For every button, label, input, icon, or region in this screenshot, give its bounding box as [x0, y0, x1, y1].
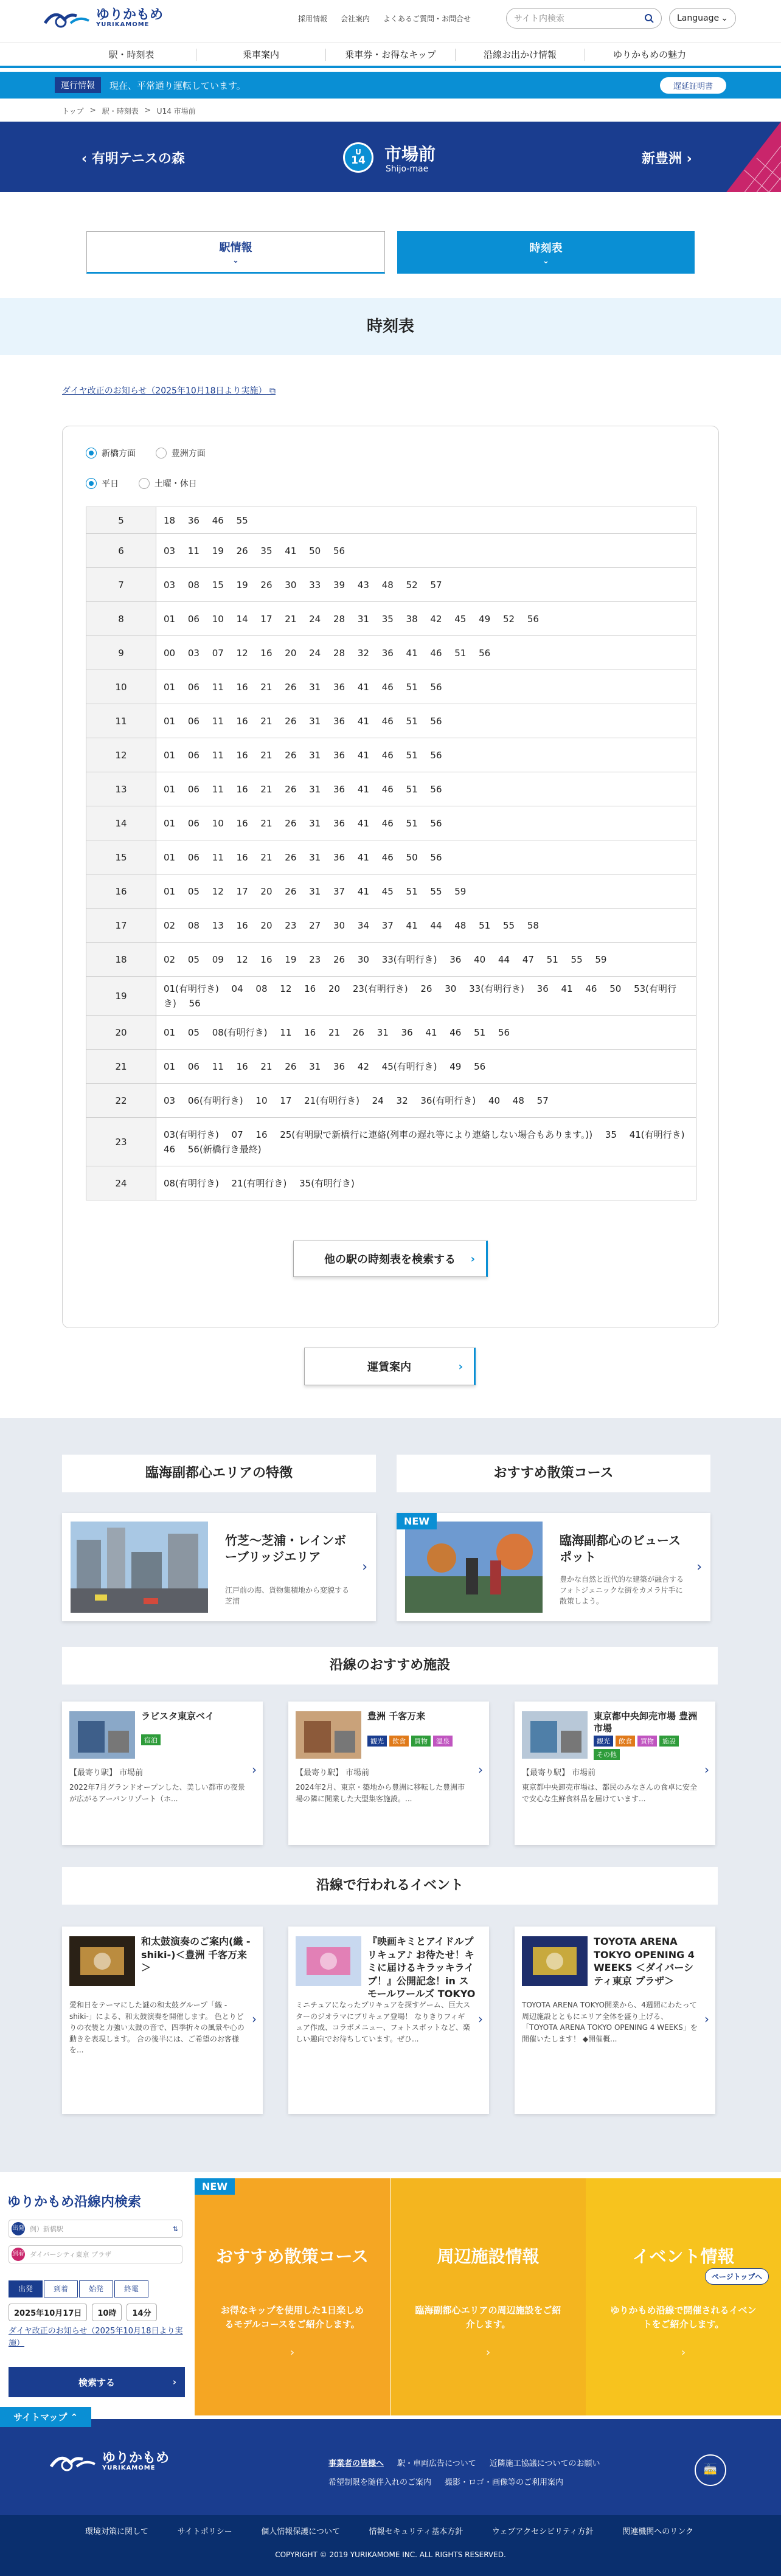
timetable-row	[86, 909, 696, 943]
footer-policy-links	[85, 2525, 693, 2536]
timetable-row	[86, 977, 696, 1016]
minutes-cell: 03 08 15 19 26 30 33 39 43 48 52 57	[156, 568, 696, 602]
radio-label: 土曜・休日	[154, 479, 197, 489]
minute-select[interactable]: 14分	[127, 2304, 156, 2321]
section-title: 時刻表	[0, 298, 781, 355]
hour-cell: 5	[86, 507, 156, 534]
timetable-row	[86, 602, 696, 636]
facility-title: ラビスタ東京ベイ	[141, 1711, 215, 1722]
nav-appeal[interactable]: ゆりかもめの魅力	[613, 49, 686, 60]
walking-course-heading: おすすめ散策コース	[397, 1455, 710, 1492]
hour-cell: 20	[86, 1016, 156, 1050]
timetable-row	[86, 943, 696, 977]
external-link-icon: ⧉	[269, 386, 276, 396]
route-search-panel	[0, 2178, 195, 2415]
minutes-cell: 01 06 11 16 21 26 31 36 41 46 50 56	[156, 840, 696, 874]
facility-photo	[296, 1711, 361, 1759]
chevron-right-icon: ›	[252, 1762, 257, 1777]
timetable-revision-notice-link[interactable]	[62, 384, 276, 396]
mode-depart[interactable]: 出発	[9, 2280, 43, 2297]
timetable-row	[86, 1084, 696, 1118]
hour-cell: 24	[86, 1166, 156, 1200]
category-tag: 飲食	[389, 1736, 409, 1747]
site-search-input[interactable]	[506, 8, 662, 29]
station-header	[0, 122, 781, 192]
facility-card[interactable]	[515, 1702, 715, 1845]
footer-link-construction[interactable]: 近隣施工協議についてのお願い	[489, 2459, 600, 2468]
promo-desc: ゆりかもめ沿線で開催されるイベントをご紹介します。	[610, 2305, 757, 2330]
nearest-station: 【最寄り駅】 市場前	[522, 1768, 596, 1778]
category-tag: 施設	[659, 1736, 679, 1747]
category-tag: 飲食	[616, 1736, 635, 1747]
mode-last[interactable]: 終電	[114, 2280, 148, 2297]
hour-cell: 17	[86, 909, 156, 943]
minutes-cell: 01 06 10 14 17 21 24 28 31 35 38 42 45 49 52 56	[156, 602, 696, 636]
train-icon[interactable]: 🚋	[695, 2454, 726, 2486]
language-selector[interactable]	[669, 8, 736, 29]
policy-link-environment[interactable]: 環境対策に関して	[85, 2527, 149, 2536]
prev-station-link[interactable]	[82, 148, 185, 167]
minutes-cell: 03 06(有明行き) 10 17 21(有明行き) 24 32 36(有明行き) 40 48 57	[156, 1084, 696, 1118]
sitemap-label: サイトマップ	[13, 2412, 68, 2423]
hour-select[interactable]: 10時	[92, 2304, 122, 2321]
sitemap-toggle[interactable]: サイトマップ ⌃	[0, 2407, 91, 2427]
event-desc: 愛和日をテーマにした謎の和太鼓グループ「織 -shiki-」による、和太鼓演奏を開催します。 色とりどりの衣装と力強い太鼓の音で、四季折々の風景や心の動きを表現します。 合の後半には、ご希望のお客様を...	[69, 2001, 245, 2055]
from-label: 出発	[12, 2222, 25, 2235]
promo-desc: お得なキップを使用した1日楽しめるモデルコースをご紹介します。	[220, 2305, 364, 2330]
to-placeholder: ダイバーシティ東京 プラザ	[30, 2251, 111, 2259]
chevron-right-icon: ›	[478, 1762, 483, 1777]
hour-cell: 16	[86, 874, 156, 909]
events-heading: 沿線で行われるイベント	[62, 1867, 718, 1905]
revision-notice-link[interactable]: ダイヤ改正のお知らせ（2025年10月18日より実施）	[9, 2327, 183, 2348]
language-label: Language	[677, 13, 720, 23]
promo-title: イベント情報	[632, 2246, 735, 2266]
category-tag: 宿泊	[141, 1734, 161, 1745]
tab-station-info[interactable]	[86, 231, 385, 274]
minutes-cell: 01(有明行き) 04 08 12 16 20 23(有明行き) 26 30 33(有明行き) 36 41 46 50 53(有明行き) 56	[156, 977, 696, 1016]
station-romaji: Shijo-mae	[386, 164, 429, 174]
feature-card-takeshiba[interactable]	[62, 1513, 376, 1621]
chevron-right-icon: ›	[362, 1559, 367, 1575]
tab-timetable[interactable]	[397, 231, 695, 274]
promo-banner[interactable]	[195, 2178, 390, 2415]
status-text: 現在、平常通り運転しています。	[109, 80, 246, 91]
promo-banner[interactable]	[586, 2178, 781, 2415]
facility-card[interactable]	[288, 1702, 489, 1845]
viewspot-photo	[405, 1522, 543, 1613]
minutes-cell: 18 36 46 55	[156, 507, 696, 534]
search-mode-toggle	[9, 2280, 150, 2297]
button-label: 検索する	[78, 2377, 115, 2388]
breadcrumb-top[interactable]: トップ	[62, 107, 84, 116]
next-station-name: 新豊洲	[642, 151, 682, 167]
tab-label: 駅情報	[219, 241, 252, 254]
promo-title: 周辺施設情報	[437, 2246, 540, 2266]
chevron-right-icon: ›	[704, 2012, 709, 2026]
facility-tags	[141, 1734, 251, 1745]
features-heading: 臨海副都心エリアの特徴	[62, 1455, 376, 1492]
facility-desc: 2022年7月グランドオープンした、美しい都市の夜景が広がるアーバンリゾート（ホ...	[69, 1783, 245, 1803]
category-tag: 買物	[411, 1736, 431, 1747]
facilities-heading: 沿線のおすすめ施設	[62, 1647, 718, 1684]
minutes-cell: 01 06 11 16 21 26 31 36 42 45(有明行き) 49 56	[156, 1050, 696, 1084]
footer-link-restriction[interactable]: 希望制限を随伴入れのご案内	[328, 2478, 432, 2487]
timetable-row	[86, 534, 696, 568]
timetable-row	[86, 874, 696, 909]
event-title: 『映画キミとアイドルプリキュア♪ お待たせ！キミに届けるキラッキライブ！』公開記念！in スモールワールズ TOKYO	[367, 1936, 476, 2000]
nav-outings[interactable]: 沿線お出かけ情報	[456, 49, 585, 61]
timetable-row	[86, 738, 696, 772]
station-number: 14	[351, 154, 366, 167]
feature-desc: 豊かな自然と近代的な建築が融合するフォトジェニックな街をカメラ片手に散策しよう。	[560, 1575, 684, 1605]
chevron-down-icon: ⌄	[232, 255, 239, 265]
radio-label: 豊洲方面	[171, 449, 206, 459]
site-footer	[0, 2412, 781, 2576]
search-icon[interactable]	[644, 13, 654, 23]
prev-station-name: 有明テニスの森	[91, 151, 185, 167]
feature-desc: 江戸前の海、貨物集積地から変貌する芝浦	[225, 1586, 350, 1605]
minutes-cell: 01 05 08(有明行き) 11 16 21 26 31 36 41 46 51 56	[156, 1016, 696, 1050]
feature-card-viewspots[interactable]	[397, 1513, 710, 1621]
facility-title: 東京都中央卸売市場 豊洲市場	[594, 1711, 698, 1734]
event-desc: TOYOTA ARENA TOKYO開業から、4週間にわたって周辺施設とともにエリア全体を盛り上げる、「TOYOTA ARENA TOKYO OPENING 4 WEEKS」を開催いたします！ ◆開催概...	[522, 2001, 698, 2043]
footer-link-business[interactable]: 事業者の皆様へ	[328, 2459, 384, 2468]
site-logo[interactable]	[43, 7, 163, 29]
chevron-right-icon: ›	[478, 2012, 483, 2026]
timetable-row	[86, 670, 696, 704]
radio-circle	[156, 448, 167, 459]
minutes-cell: 01 06 11 16 21 26 31 36 41 46 51 56	[156, 704, 696, 738]
to-station-input[interactable]	[9, 2245, 182, 2263]
timetable-row	[86, 507, 696, 534]
station-name: 市場前	[384, 144, 436, 164]
event-desc: ミニチュアになったプリキュアを探すゲーム、巨大スターのジオラマにプリキュア登場！ なりきりフィギュア作成、コラボメニュー、フォトスポットなど、楽しい趣向でお待ちしています。ぜひ...	[296, 2001, 471, 2043]
timetable-row	[86, 772, 696, 806]
timetable-row	[86, 704, 696, 738]
breadcrumb-stations[interactable]: 駅・時刻表	[102, 107, 139, 116]
button-label: 運賃案内	[367, 1361, 411, 1374]
feature-title: 竹芝〜芝浦・レインボーブリッジエリア	[225, 1533, 346, 1564]
minutes-cell: 03 11 19 26 35 41 50 56	[156, 534, 696, 568]
header	[0, 0, 781, 36]
event-card[interactable]	[515, 1927, 715, 2114]
facility-title: 豊洲 千客万来	[367, 1711, 426, 1722]
event-title: 和太鼓演奏のご案内(織 -shiki-)＜豊洲 千客万来＞	[141, 1936, 251, 1974]
chevron-right-icon: ›	[252, 2012, 257, 2026]
notice-text: ダイヤ改正のお知らせ（2025年10月18日より実施）	[62, 386, 267, 396]
chevron-right-icon: ›	[681, 2346, 686, 2359]
route-search-title: ゆりかもめ沿線内検索	[7, 2195, 142, 2210]
hour-cell: 7	[86, 568, 156, 602]
policy-link-accessibility[interactable]: ウェブアクセシビリティ方針	[491, 2527, 594, 2536]
nav-tickets[interactable]: 乗車券・お得なキップ	[326, 49, 456, 61]
timetable-row	[86, 1118, 696, 1166]
footer-link-filming[interactable]: 撮影・ロゴ・画像等のご利用案内	[445, 2478, 564, 2487]
station-number-badge	[343, 142, 373, 173]
tab-label: 時刻表	[529, 241, 563, 255]
delay-certificate-button[interactable]: 遅延証明書	[660, 77, 726, 94]
direction-radios	[86, 447, 223, 461]
timetable-row	[86, 1050, 696, 1084]
hour-cell: 23	[86, 1118, 156, 1166]
category-tag: その他	[594, 1749, 620, 1760]
link-faq[interactable]: よくあるご質問・お問合せ	[383, 15, 471, 23]
chevron-right-icon: ›	[704, 1762, 709, 1777]
category-tag: 買物	[637, 1736, 657, 1747]
hour-cell: 18	[86, 943, 156, 977]
category-tag: 観光	[594, 1736, 613, 1747]
facility-tags	[367, 1736, 477, 1747]
promo-title: おすすめ散策コース	[216, 2246, 369, 2266]
event-card[interactable]	[62, 1927, 263, 2114]
minutes-cell: 01 06 10 16 21 26 31 36 41 46 51 56	[156, 806, 696, 840]
chevron-right-icon: ›	[696, 1559, 702, 1575]
nearest-station: 【最寄り駅】 市場前	[296, 1768, 370, 1778]
breadcrumb-separator: >	[144, 106, 151, 114]
policy-link-security[interactable]: 情報セキュリティ基本方針	[369, 2527, 463, 2536]
chevron-down-icon: ⌄	[721, 13, 728, 23]
timetable-card	[62, 426, 719, 1328]
category-tag: 観光	[367, 1736, 387, 1747]
minutes-cell: 08(有明行き) 21(有明行き) 35(有明行き)	[156, 1166, 696, 1200]
policy-link-privacy[interactable]: 個人情報保護について	[261, 2527, 341, 2536]
footer-link-ads[interactable]: 駅・車両広告について	[397, 2459, 476, 2468]
line-code: U	[355, 148, 361, 156]
event-title: TOYOTA ARENA TOKYO OPENING 4 WEEKS ＜ダイバーシティ東京 プラザ＞	[594, 1936, 695, 1987]
feature-title: 臨海副都心のビュースポット	[560, 1533, 681, 1564]
status-badge: 運行情報	[55, 77, 101, 93]
new-badge: NEW	[195, 2178, 235, 2195]
new-badge: NEW	[397, 1513, 437, 1529]
datetime-selects	[9, 2304, 157, 2321]
policy-link-related[interactable]: 関連機関へのリンク	[622, 2527, 693, 2536]
event-card[interactable]	[288, 1927, 489, 2114]
minutes-cell: 01 06 11 16 21 26 31 36 41 46 51 56	[156, 738, 696, 772]
hour-cell: 15	[86, 840, 156, 874]
radio-circle	[86, 478, 97, 489]
facility-photo	[69, 1711, 135, 1759]
facility-desc: 東京都中央卸売市場は、都民のみなさんの食卓に安全で安心な生鮮食料品を届けています...	[522, 1783, 698, 1803]
from-station-input[interactable]	[9, 2220, 182, 2238]
decorative-pattern-icon	[708, 122, 781, 192]
link-company[interactable]: 会社案内	[341, 15, 370, 23]
radio-weekday[interactable]	[86, 477, 119, 490]
promo-desc: 臨海副都心エリアの周辺施設をご紹介します。	[415, 2305, 561, 2330]
event-photo	[296, 1936, 361, 1986]
logo-text: ゆりかもめ	[102, 2451, 170, 2467]
timetable-table	[86, 507, 696, 1200]
hour-cell: 13	[86, 772, 156, 806]
service-status-bar	[0, 72, 781, 99]
chevron-right-icon: ›	[172, 2377, 176, 2387]
chevron-left-icon: ‹	[82, 151, 92, 167]
hour-cell: 8	[86, 602, 156, 636]
category-tag: 温泉	[433, 1736, 453, 1747]
event-photo	[69, 1936, 135, 1986]
facility-tags	[594, 1736, 703, 1760]
page-top-button[interactable]: ページトップへ	[705, 2268, 769, 2285]
logo-subtext: YURIKAMOME	[102, 2465, 156, 2472]
chevron-right-icon: ›	[470, 1252, 475, 1265]
hour-cell: 22	[86, 1084, 156, 1118]
radio-shimbashi[interactable]	[86, 447, 136, 459]
hour-cell: 14	[86, 806, 156, 840]
breadcrumb-current: U14 市場前	[156, 107, 196, 116]
hour-cell: 12	[86, 738, 156, 772]
radio-circle	[139, 478, 150, 489]
policy-link-site[interactable]: サイトポリシー	[177, 2527, 232, 2536]
chevron-right-icon: ›	[458, 1360, 463, 1373]
footer-links	[328, 2457, 693, 2487]
next-station-link[interactable]	[642, 148, 692, 167]
facility-card[interactable]	[62, 1702, 263, 1845]
logo-subtext: YURIKAMOME	[96, 21, 150, 29]
copyright: COPYRIGHT © 2019 YURIKAMOME INC. ALL RIGHTS RESERVED.	[275, 2550, 506, 2559]
fare-guide-button[interactable]	[304, 1348, 476, 1385]
to-label: 到着	[12, 2248, 25, 2261]
timetable-row	[86, 568, 696, 602]
promo-banner[interactable]	[390, 2178, 586, 2415]
breadcrumb	[62, 106, 196, 116]
station-tabs	[86, 231, 695, 274]
cityscape-photo	[71, 1522, 208, 1613]
hour-cell: 9	[86, 636, 156, 670]
footer-logo[interactable]	[49, 2451, 169, 2473]
timetable-row	[86, 636, 696, 670]
minutes-cell: 01 06 11 16 21 26 31 36 41 46 51 56	[156, 670, 696, 704]
minutes-cell: 02 05 09 12 16 19 23 26 30 33(有明行き) 36 40 44 47 51 55 59	[156, 943, 696, 977]
mode-first[interactable]: 始発	[79, 2280, 113, 2297]
logo-text: ゆりかもめ	[96, 7, 164, 23]
mode-arrive[interactable]: 到着	[44, 2280, 78, 2297]
minutes-cell: 01 06 11 16 21 26 31 36 41 46 51 56	[156, 772, 696, 806]
event-photo	[522, 1936, 588, 1986]
link-recruit[interactable]: 採用情報	[298, 15, 328, 23]
date-select[interactable]: 2025年10月17日	[9, 2304, 87, 2321]
route-search-button[interactable]	[9, 2367, 185, 2397]
button-label: 他の駅の時刻表を検索する	[324, 1253, 456, 1266]
search-placeholder: サイト内検索	[514, 14, 565, 24]
minutes-cell: 03(有明行き) 07 16 25(有明駅で新橋行に連絡(列車の遅れ等により連絡しない場合もあります。)) 35 41(有明行き) 46 56(新橋行き最終)	[156, 1118, 696, 1166]
global-nav	[0, 43, 781, 68]
radio-weekend[interactable]	[139, 477, 197, 490]
from-placeholder: 例）新橋駅	[30, 2225, 63, 2233]
chevron-right-icon: ›	[485, 2346, 491, 2359]
minutes-cell: 01 05 12 17 20 26 31 37 41 45 51 55 59	[156, 874, 696, 909]
hour-cell: 6	[86, 534, 156, 568]
facility-desc: 2024年2月、東京・築地から豊洲に移転した豊洲市場の隣に開業した大型集客施設。...	[296, 1783, 465, 1803]
hour-cell: 10	[86, 670, 156, 704]
minutes-cell: 02 08 13 16 20 23 27 30 34 37 41 44 48 51 55 58	[156, 909, 696, 943]
radio-label: 新橋方面	[102, 449, 136, 459]
search-other-station-button[interactable]	[293, 1241, 488, 1277]
footer-bottom	[0, 2515, 781, 2576]
daytype-radios	[86, 477, 214, 491]
nearest-station: 【最寄り駅】 市場前	[69, 1768, 144, 1778]
hour-cell: 11	[86, 704, 156, 738]
chevron-right-icon: ›	[290, 2346, 295, 2359]
chevron-down-icon: ⌄	[543, 256, 549, 266]
chevron-right-icon: ›	[682, 151, 692, 167]
minutes-cell: 00 03 07 12 16 20 24 28 32 36 41 46 51 56	[156, 636, 696, 670]
yurikamome-logo-icon	[43, 7, 91, 29]
nav-stations[interactable]: 駅・時刻表	[67, 49, 196, 61]
hour-cell: 21	[86, 1050, 156, 1084]
nav-boarding[interactable]: 乗車案内	[196, 49, 326, 61]
facility-photo	[522, 1711, 588, 1759]
radio-label: 平日	[102, 479, 119, 489]
timetable-row	[86, 840, 696, 874]
timetable-row	[86, 806, 696, 840]
timetable-row	[86, 1016, 696, 1050]
utility-links	[298, 13, 471, 24]
swap-icon[interactable]: ⇅	[172, 2225, 178, 2233]
breadcrumb-separator: >	[89, 106, 96, 114]
timetable-row	[86, 1166, 696, 1200]
hour-cell: 19	[86, 977, 156, 1016]
radio-toyosu[interactable]	[156, 447, 206, 459]
yurikamome-logo-icon	[49, 2451, 97, 2473]
radio-circle	[86, 448, 97, 459]
